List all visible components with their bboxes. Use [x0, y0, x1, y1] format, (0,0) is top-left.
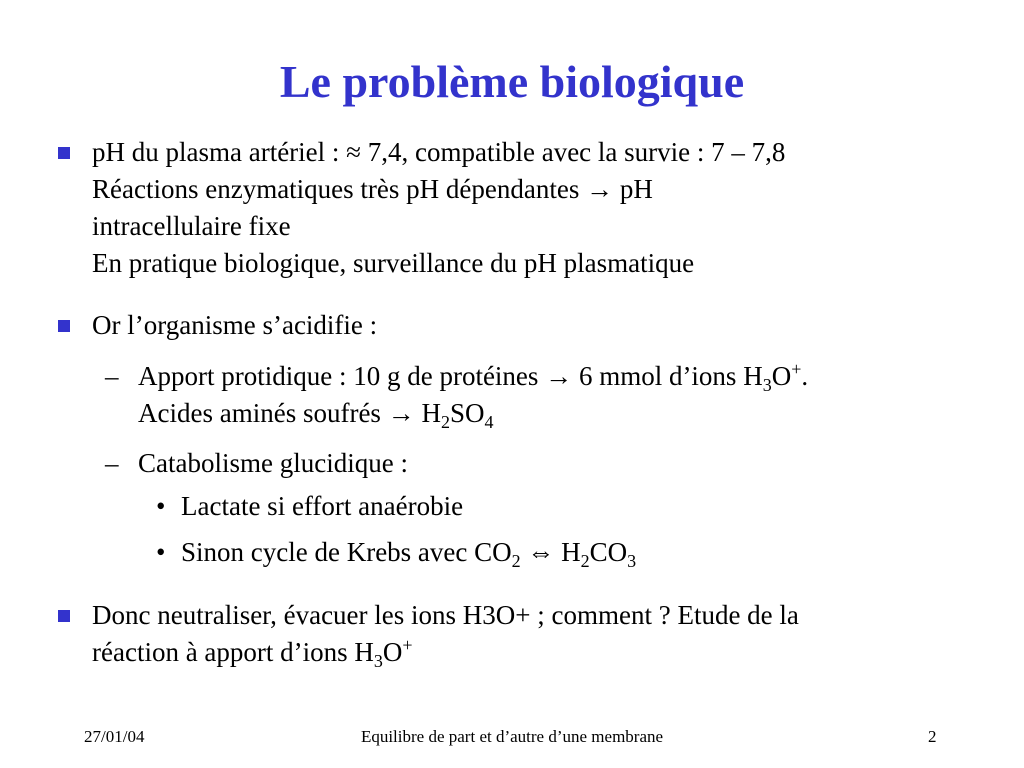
- bullet-1-line-3: intracellulaire fixe: [92, 211, 291, 241]
- equivalence-arrow-icon: ⇔: [520, 537, 562, 567]
- sub-bullet-2-line-1: Catabolisme glucidique :: [138, 448, 408, 478]
- bullet-3-line-2: réaction à apport d’ions $H_3O^+$: [92, 635, 413, 671]
- bullet-square-icon: [58, 610, 70, 622]
- sub-bullet-1-line-2: Acides aminés soufrés → $H_2SO_4$: [138, 398, 494, 432]
- dash-marker: –: [105, 361, 119, 391]
- approx-symbol: ≈: [346, 137, 361, 167]
- arrow-icon: →: [545, 361, 573, 391]
- footer-date: 27/01/04: [84, 727, 145, 746]
- dot-marker: •: [156, 491, 166, 521]
- page-number: 2: [928, 727, 937, 746]
- sub-sub-item-2: Sinon cycle de Krebs avec $CO_2$ ⇔ $H_2CO_3$: [181, 537, 637, 571]
- bullet-square-icon: [58, 320, 70, 332]
- sub-sub-item-1: Lactate si effort anaérobie: [181, 491, 464, 521]
- dash-marker: –: [105, 448, 119, 478]
- bullet-square-icon: [58, 147, 70, 159]
- arrow-icon: →: [586, 174, 614, 204]
- arrow-icon: →: [387, 398, 415, 428]
- bullet-3-line-1: Donc neutraliser, évacuer les ions H3O+ ; comment ? Etude de la: [92, 600, 799, 630]
- sub-bullet-1-line-1: Apport protidique : 10 g de protéines → 6 mmol d’ions $H_3O^+$.: [138, 359, 809, 395]
- bullet-1-line-4: En pratique biologique, surveillance du pH plasmatique: [92, 248, 695, 278]
- dot-marker: •: [156, 537, 166, 567]
- slide-title: Le problème biologique: [279, 56, 745, 107]
- bullet-2-line-1: Or l’organisme s’acidifie :: [92, 310, 378, 340]
- bullet-1-line-1: pH du plasma artériel : ≈ 7,4, compatible avec la survie : 7 – 7,8: [92, 137, 786, 167]
- footer-title: Equilibre de part et d’autre d’une membrane: [360, 727, 664, 746]
- bullet-1-line-2: Réactions enzymatiques très pH dépendantes → pH: [92, 174, 653, 204]
